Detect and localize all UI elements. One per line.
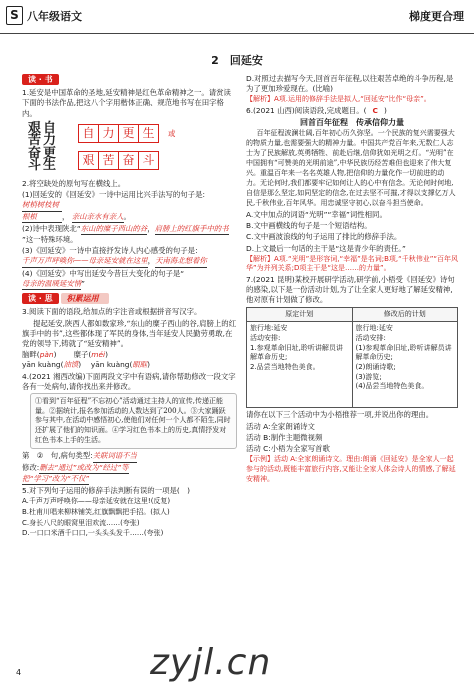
q6-stem: [246, 106, 458, 116]
q6-option[interactable]: A.文中加点的词语“光明”“幸福”词性相同。: [246, 209, 387, 219]
q7-plan-table: [246, 307, 458, 409]
q6-passage: 百年征程波澜壮阔,百年初心历久弥坚。一个民族的复兴需要强大的物质力量,也需要强大的精神力量。中国共产党百年来,无数仁人志士为了民族解放,英勇牺牲、前赴后继,信仰犹如光明之灯。“光明”在中国拥有“可赞美的光明前途”,中华民族历经苦难但也迎来了伟大复兴。重温百年来一名名英雄人物,把信仰的力量化作一切前进的动力。无论何时,我们都要牢记如何让人的心中有信念。无论何时何地,自信是那么坚定,如同坚定的信念,在过去坚不可摧,才得以支撑亿万人民,千秋伟业,百年风华。用忠诚坚守初心,以奋斗担当使命。: [246, 129, 456, 207]
or-label: 或: [168, 128, 176, 138]
answer-line[interactable]: 东山的糜子西山的谷: [81, 224, 148, 235]
q2-item-3: [22, 246, 237, 267]
q3-answers: 脑畔(pàn) 糜子(méi) yān kuàng(油馍) yān kuàng(眼眶): [22, 350, 151, 370]
calligraphy-char: 更: [43, 145, 57, 161]
q7-stem: 7.(2021 昆明)某校开展研学活动,研学前,小梧受《回延安》诗句的感染,以下是一份活动计划,为了让全家人更好地了解延安精神,他对原有计划做了修改。: [246, 275, 455, 305]
q7-ask: 请你在以下三个活动中为小梧推荐一项,并说出你的理由。: [246, 410, 434, 420]
answer-line[interactable]: 删去“通过”或改为“经过”等: [39, 463, 128, 474]
q6-option[interactable]: D.上文最后一句话的主干是“这是青少年的责任。”: [246, 243, 406, 253]
calligraphy-char: 斗: [28, 158, 42, 174]
q3-word: 糜子: [73, 350, 89, 360]
q4-passage-box: ①看到“百年征程”不忘初心”活动通过主持人的宣传,传递正能量。②据统计,报名参加活动的人数达到了200人。③大家踊跃参与其中,在活动中感悟初心,使他们对任何一个人都不陌生,同时还扩展了他们的知识面。④学习红色书本上的历史,真情抒发对红色书本上手的生活。: [30, 393, 237, 449]
grid-cell: 艰: [78, 151, 99, 170]
q7-activity[interactable]: 活动 A:全家朗诵诗文: [246, 421, 315, 431]
right-column: [246, 74, 458, 485]
calligraphy-char: 艰: [28, 120, 42, 136]
pinyin-answer[interactable]: méi: [91, 350, 106, 360]
section-think-sub: 积累运用: [61, 293, 109, 304]
q7-activity[interactable]: 活动 C:小梧为全家写首歌: [246, 444, 330, 453]
q4-text: 修改:: [22, 462, 40, 472]
answer-line[interactable]: 根根: [22, 212, 62, 223]
book-title: 八年级语文: [27, 10, 82, 23]
char-answer[interactable]: 眼眶: [132, 360, 148, 370]
answer-line[interactable]: 把“学习”改为“不仅”: [22, 474, 89, 485]
q2-item-2: [22, 224, 237, 245]
grid-cell: 更: [118, 124, 139, 143]
calligraphy-char: 苦: [28, 133, 42, 149]
calligraphy-char: 自: [43, 120, 57, 136]
q6-option[interactable]: C.文中画波浪线的句子运用了排比的修辞手法。: [246, 232, 402, 242]
pinyin-answer[interactable]: pàn: [39, 350, 54, 360]
q5-explanation: 【解析】A项.运用的修辞手法是拟人,“回延安”比作“母亲”。: [246, 95, 431, 104]
q3-word: 脑畔: [22, 350, 37, 360]
logo-icon: S: [6, 6, 23, 25]
tianzige-grid-2: [78, 151, 158, 170]
q1-stem: 1.延安是中国革命的圣地,延安精神是红色革命精神之一。请赏读下面的书法作品,把这八个字用楷体正确、规范地书写在田字格内。: [22, 88, 231, 118]
q6-heading: 回首百年征程 传承信仰力量: [300, 118, 404, 128]
answer-line[interactable]: 树梢树枝树: [22, 200, 62, 211]
q2-stem: 2.将空缺处的原句写在横线上。: [22, 178, 126, 188]
calligraphy-artwork: [28, 120, 57, 174]
section-think-label: 读 · 思: [22, 293, 59, 304]
table-header: 原定计划: [247, 307, 353, 322]
page-header: [0, 0, 474, 34]
answer-line[interactable]: 关联词语不当: [93, 451, 137, 462]
q6-explanation: 【解析】A项.“光明”是形容词,“幸福”是名词;B项,“千秋伟业”“百年风华”为并列关系;D项主干是“这是……的力量”。: [246, 254, 459, 273]
q7-activity[interactable]: 活动 B:制作主题微视频: [246, 432, 323, 442]
watermark: zyjl.cn: [150, 642, 272, 683]
table-cell: 旅行地:延安 活动安排: (1)参观革命旧址,聆听讲解员讲解革命历史; (2)朗诵诗歌; (3)游览; (4)品尝当地特色美食。: [352, 322, 458, 408]
q2-text: (4)《回延安》中写出延安今昔巨大变化的句子是“: [22, 268, 185, 278]
answer-line[interactable]: 亲山亲水有亲人: [72, 212, 124, 223]
q2-text: ，: [147, 223, 155, 233]
q2-text: ”这一特殊环境。: [22, 234, 78, 244]
q5-option[interactable]: C.身长八尺的眼窝里泪欢流……(夸张): [22, 518, 140, 527]
lesson-title: 2 回延安: [211, 54, 263, 67]
q5-option-d-cont: D.对照过去描写今天,回首百年征程,以往艰苦卓绝的斗争历程,是为了更加珍爱现在。(比喻): [246, 74, 454, 94]
q2-item-4: (4)《回延安》中写出延安今昔巨大变化的句子是“母亲的温暖延安情”: [22, 269, 237, 290]
section-read-label: 读 · 书: [22, 74, 59, 85]
answer-line[interactable]: ——母亲延安就在这里: [74, 256, 148, 267]
q5-option[interactable]: A.千声万声呼唤你——母亲延安就在这里!(反复): [22, 497, 171, 506]
q5-option[interactable]: B.杜甫川唱来柳林铺笑,红旗飘飘把手招。(拟人): [22, 507, 170, 516]
q5-option[interactable]: D.一口口米酒千口口,一头头头发千……(夸张): [22, 529, 164, 538]
grid-cell: 斗: [138, 151, 159, 170]
q6-option[interactable]: B.文中画横线的句子是一个短语结构。: [246, 221, 372, 231]
char-answer[interactable]: 油馍: [63, 360, 79, 370]
answer-line[interactable]: 母亲的温暖延安情: [22, 279, 81, 290]
q2-text: ，: [147, 256, 156, 266]
calligraphy-char: 生: [43, 158, 57, 174]
q3-pinyin: yān kuàng: [90, 360, 130, 370]
left-column: [22, 74, 237, 540]
q2-text: (2)诗中表现陕北“: [22, 223, 81, 233]
q1-writing-area: [22, 121, 237, 179]
q3-passage: 提起延安,陕西人都如数家珍,“东山的糜子西山的谷,肩膀上的红旗手中的书”,这些都体现了军民的身体,当年延安人民勤劳勇敢,在党的领导下,铸就了“延安精神”。: [22, 318, 237, 348]
calligraphy-char: 力: [43, 133, 57, 149]
table-cell: 旅行地:延安 活动安排: 1.参观革命旧址,聆听讲解员讲解革命历史; 2.品尝当地特色美食。: [247, 322, 353, 408]
answer-line[interactable]: 天南海北想着你: [155, 256, 207, 267]
grid-cell: 奋: [118, 151, 139, 170]
q7-sample-answer: 【示例】活动 A:全家朗诵诗文。理由:朗诵《回延安》是全家人一起参与的活动,既能丰富旅行内容,又能让全家人体会诗人的情感,了解延安精神。: [246, 455, 456, 483]
q4-fix: [22, 451, 237, 485]
calligraphy-char: 奋: [28, 145, 42, 161]
q3-stem: 3.阅读下面的语段,给加点的字注音或根据拼音写汉字。: [22, 307, 202, 317]
answer-line[interactable]: 千声万声呼唤你: [22, 256, 74, 267]
table-header: 修改后的计划: [352, 307, 458, 322]
q6-text: 6.(2021 山西)阅读语段,完成题目。(: [246, 106, 367, 116]
answer-line[interactable]: 肩膀上的红旗手中的书: [155, 224, 229, 235]
q2-text: (1)回延安的《回延安》一诗中运用比兴手法写的句子是:: [22, 190, 205, 200]
q2-item-1: (1)回延安的《回延安》一诗中运用比兴手法写的句子是: 树梢树枝树 根根 ， 亲山亲水有亲人。: [22, 190, 237, 223]
brand-slogan: 梯度更合理: [409, 10, 464, 23]
q5-stem: 5.对下列句子运用的修辞手法判断有误的一项是( ): [22, 485, 191, 495]
grid-cell: 自: [78, 124, 99, 143]
grid-cell: 力: [98, 124, 119, 143]
q6-answer[interactable]: C: [372, 106, 378, 116]
q4-text: 第 ② 句,病句类型:: [22, 451, 93, 461]
q6-text: ): [383, 106, 387, 116]
tianzige-grid-1: [78, 124, 158, 143]
page-number: 4: [16, 667, 22, 677]
q2-text: (3)《回延安》一诗中直接抒发诗人内心感受的句子是:: [22, 246, 198, 256]
grid-cell: 生: [138, 124, 159, 143]
q3-pinyin: yān kuàng: [22, 360, 61, 370]
q4-stem: 4.(2021 湘西改编)下面两段文字中有语病,请你帮助修改一段文字各有一处病句,请你找出来并修改。: [22, 371, 236, 391]
grid-cell: 苦: [98, 151, 119, 170]
section-think-bar: [22, 293, 237, 304]
